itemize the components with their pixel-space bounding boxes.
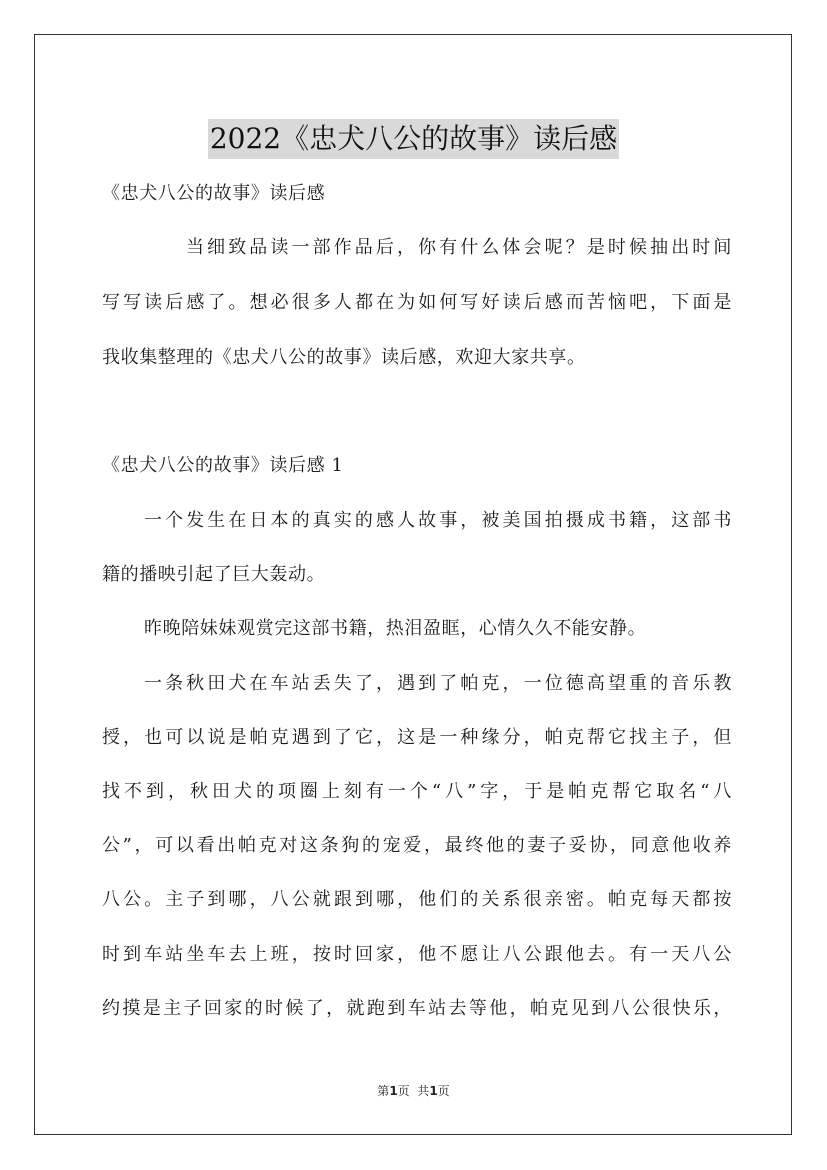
para1-line-2: 籍的播映引起了巨大轰动。: [102, 564, 326, 585]
para3-line-4: 公”，可以看出帕克对这条狗的宠爱，最终他的妻子妥协，同意他收养: [102, 835, 732, 856]
intro-line-1: 当细致品读一部作品后，你有什么体会呢？是时候抽出时间: [186, 237, 732, 258]
footer-page-total: 1: [429, 1084, 438, 1098]
para3-line-1: 一条秋田犬在车站丢失了，遇到了帕克，一位德高望重的音乐教: [144, 673, 732, 694]
para3-line-6: 时到车站坐车去上班，按时回家，他不愿让八公跟他去。有一天八公: [102, 944, 732, 965]
para3-line-7: 约摸是主子回家的时候了，就跑到车站去等他，帕克见到八公很快乐，: [102, 998, 732, 1019]
para2-line-1: 昨晚陪妹妹观赏完这部书籍，热泪盈眶，心情久久不能安静。: [144, 618, 647, 639]
document-subtitle: 《忠犬八公的故事》读后感: [102, 183, 326, 204]
para3-line-3: 找不到，秋田犬的项圈上刻有一个“八”字，于是帕克帮它取名“八: [102, 781, 732, 802]
document-title: 2022《忠犬八公的故事》读后感: [208, 119, 619, 159]
footer-page-prefix: 第: [377, 1084, 390, 1098]
para1-line-1: 一个发生在日本的真实的感人故事，被美国拍摄成书籍，这部书: [144, 510, 732, 531]
page-footer: [0, 1083, 827, 1099]
intro-line-2: 写写读后感了。想必很多人都在为如何写好读后感而苦恼吧，下面是: [102, 292, 732, 313]
title-container: [0, 100, 827, 178]
footer-page-current: 1: [389, 1084, 398, 1098]
footer-page-suffix: 页: [437, 1084, 450, 1098]
section-heading-1: 《忠犬八公的故事》读后感 1: [102, 455, 344, 476]
para3-line-5: 八公。主子到哪，八公就跟到哪，他们的关系很亲密。帕克每天都按: [102, 889, 732, 910]
para3-line-2: 授，也可以说是帕克遇到了它，这是一种缘分，帕克帮它找主子，但: [102, 727, 732, 748]
footer-page-mid: 页 共: [397, 1084, 430, 1098]
intro-line-3: 我收集整理的《忠犬八公的故事》读后感，欢迎大家共享。: [102, 347, 586, 368]
